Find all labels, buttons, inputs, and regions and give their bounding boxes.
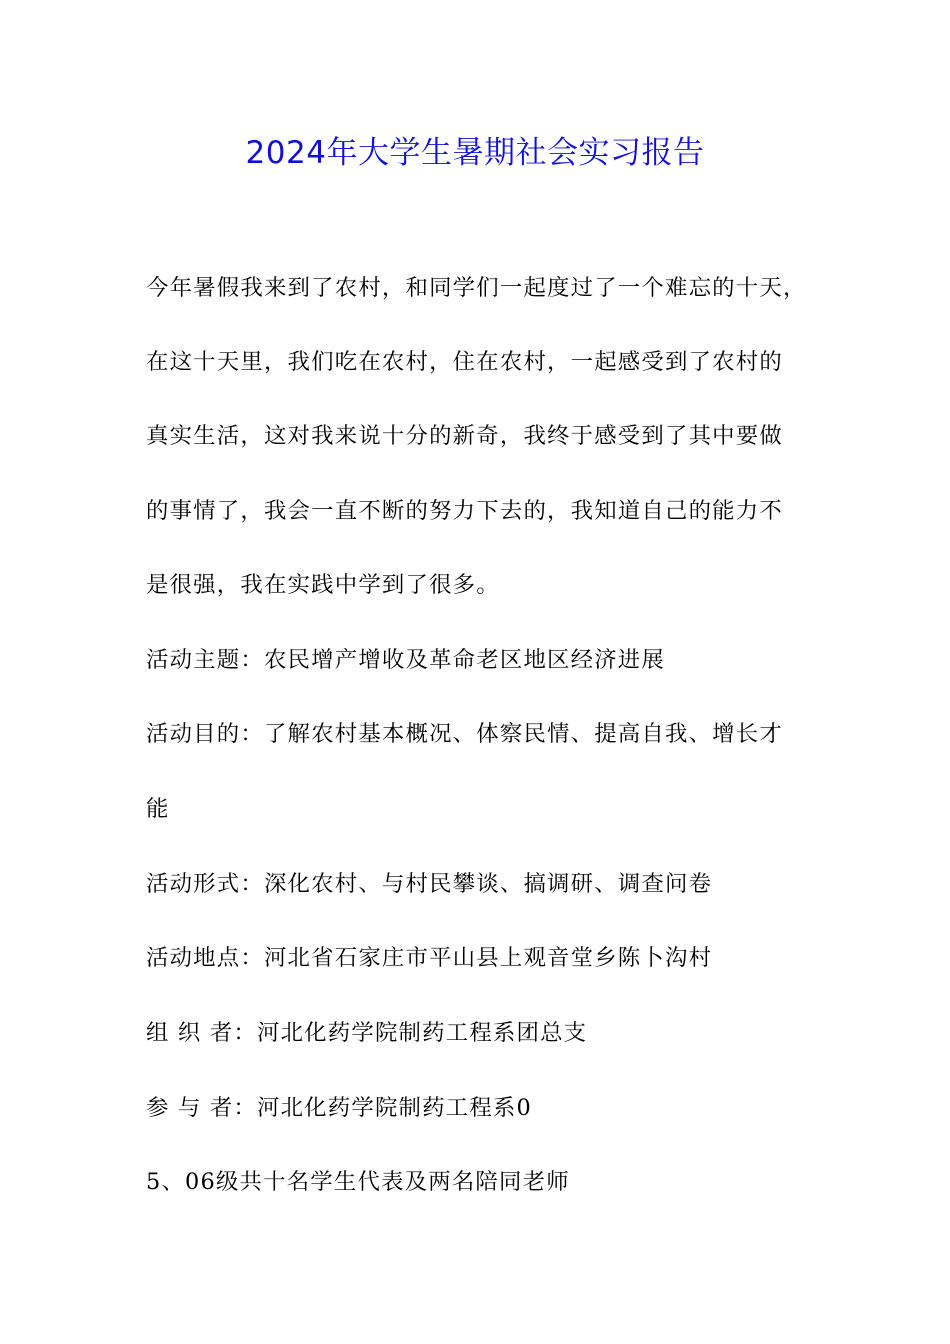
intro-line-5: 是很强，我在实践中学到了很多。 (146, 572, 500, 598)
intro-line-1: 今年暑假我来到了农村，和同学们一起度过了一个难忘的十天， (146, 275, 807, 301)
activity-participants-line-2: 5、06级共十名学生代表及两名陪同老师 (146, 1169, 570, 1195)
activity-location: 活动地点：河北省石家庄市平山县上观音堂乡陈卜沟村 (146, 945, 713, 971)
intro-line-4: 的事情了，我会一直不断的努力下去的，我知道自己的能力不 (146, 498, 783, 524)
activity-theme: 活动主题：农民增产增收及革命老区地区经济进展 (146, 647, 665, 673)
activity-participants-line-1: 参 与 者：河北化药学院制药工程系0 (146, 1095, 532, 1121)
activity-organizer: 组 织 者：河北化药学院制药工程系团总支 (146, 1020, 588, 1046)
intro-line-2: 在这十天里，我们吃在农村，住在农村，一起感受到了农村的 (146, 349, 783, 375)
activity-purpose-line-1: 活动目的：了解农村基本概况、体察民情、提高自我、增长才 (146, 721, 783, 747)
document-title: 2024年大学生暑期社会实习报告 (245, 135, 705, 171)
activity-purpose-line-2: 能 (146, 796, 170, 822)
activity-form: 活动形式：深化农村、与村民攀谈、搞调研、调查问卷 (146, 871, 713, 897)
intro-line-3: 真实生活，这对我来说十分的新奇，我终于感受到了其中要做 (146, 423, 783, 449)
